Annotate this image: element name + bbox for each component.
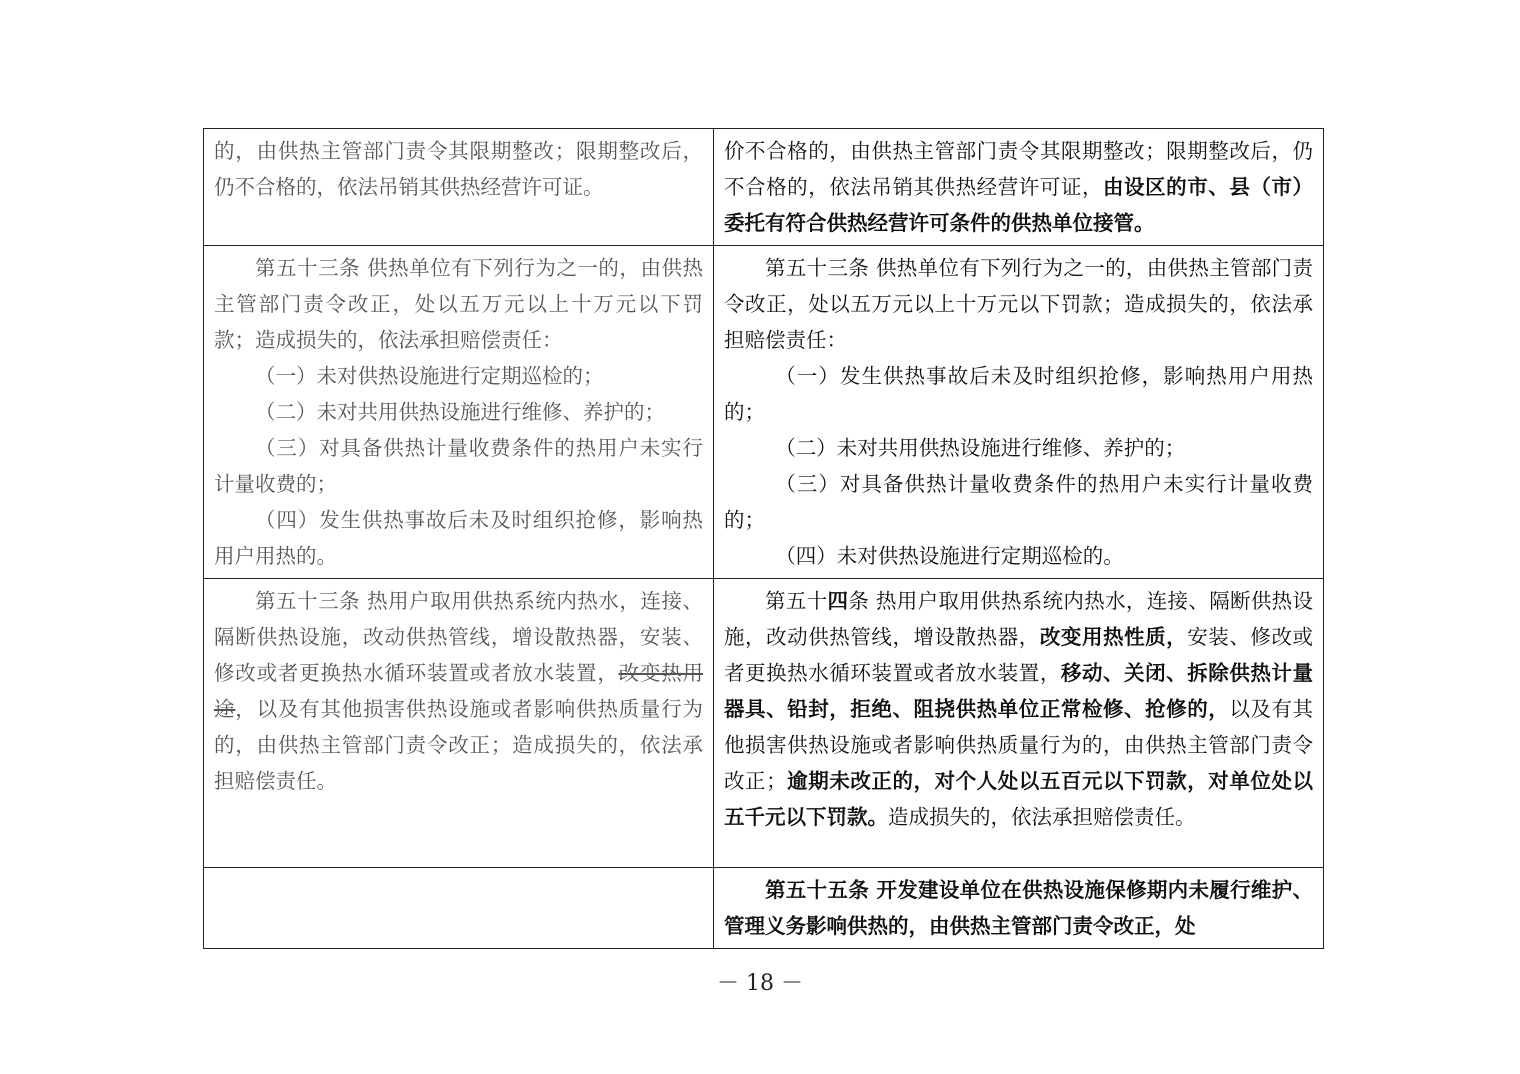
list-item: （一）发生供热事故后未及时组织抢修，影响热用户用热的； (724, 364, 1313, 424)
deleted-text: 改变热用途 (214, 661, 704, 721)
new-text-cell (714, 868, 1324, 949)
list-item: （二）未对共用供热设施进行维修、养护的； (255, 400, 665, 424)
new-text: 安装、修改或者更换热水循环装置或者放水装置， (724, 625, 1314, 685)
added-text: 由设区的市、县（市）委托有符合供热经营许可条件的供热单位接管。 (724, 175, 1313, 235)
old-text-cell (204, 579, 714, 868)
list-item: （四）发生供热事故后未及时组织抢修，影响热用户用热的。 (214, 508, 703, 568)
new-paragraph (724, 583, 1313, 835)
old-text-cell (204, 129, 714, 246)
old-text-cell (204, 246, 714, 579)
new-paragraph (724, 133, 1313, 241)
list-item: （二）未对共用供热设施进行维修、养护的； (775, 436, 1186, 460)
new-text-cell (714, 246, 1324, 579)
new-text: 以及有其他损害供热设施或者影响供热质量行为的，由供热主管部门责令改正； (724, 697, 1314, 793)
new-paragraph (724, 872, 1313, 944)
new-text-cell (714, 579, 1324, 868)
article-heading: 第五十三条 供热单位有下列行为之一的，由供热主管部门责令改正，处以五万元以上十万元以下罚款；造成损失的，依法承担赔偿责任： (214, 256, 703, 352)
old-text: 第五十三条 热用户取用供热系统内热水，连接、隔断供热设施，改动供热管线，增设散热器，安装、修改或者更换热水循环装置或者放水装置， (214, 589, 703, 685)
table-row (204, 129, 1324, 246)
comparison-table (203, 128, 1324, 949)
old-paragraph (214, 583, 703, 799)
table-row (204, 246, 1324, 579)
added-text: 移动、关闭、拆除供热计量器具、铅封，拒绝、阻挠供热单位正常检修、抢修的， (724, 661, 1314, 721)
old-text: ，以及有其他损害供热设施或者影响供热质量行为的，由供热主管部门责令改正；造成损失的，依法承担赔偿责任。 (214, 697, 704, 793)
table-row (204, 868, 1324, 949)
new-text: 造成损失的，依法承担赔偿责任。 (888, 805, 1196, 829)
added-text: 四 (827, 589, 849, 613)
table-row (204, 579, 1324, 868)
added-text: 第五十五条 开发建设单位在供热设施保修期内未履行维护、管理义务影响供热的，由供热主管部门责令改正，处 (724, 878, 1313, 938)
added-text: 逾期未改正的，对个人处以五百元以下罚款，对单位处以五千元以下罚款。 (724, 769, 1314, 829)
new-text: 价不合格的，由供热主管部门责令其限期整改；限期整改后，仍不合格的，依法吊销其供热经营许可证， (724, 139, 1313, 199)
list-item: （一）未对供热设施进行定期巡检的； (255, 364, 604, 388)
old-paragraph: 的，由供热主管部门责令其限期整改；限期整改后，仍不合格的，依法吊销其供热经营许可证。 (214, 139, 703, 199)
added-text: 改变用热性质， (1039, 625, 1188, 649)
list-item: （三）对具备供热计量收费条件的热用户未实行计量收费的； (214, 436, 703, 496)
new-text: 条 热用户取用供热系统内热水，连接、隔断供热设施，改动供热管线，增设散热器， (724, 589, 1314, 649)
new-text-cell (714, 129, 1324, 246)
article-heading: 第五十三条 供热单位有下列行为之一的，由供热主管部门责令改正，处以五万元以上十万元以下罚款；造成损失的，依法承担赔偿责任： (724, 256, 1313, 352)
list-item: （三）对具备供热计量收费条件的热用户未实行计量收费的； (724, 472, 1313, 532)
list-item: （四）未对供热设施进行定期巡检的。 (775, 544, 1124, 568)
page-number: － 18 － (717, 971, 803, 996)
new-text: 第五十 (765, 589, 828, 613)
empty-cell (204, 868, 714, 949)
